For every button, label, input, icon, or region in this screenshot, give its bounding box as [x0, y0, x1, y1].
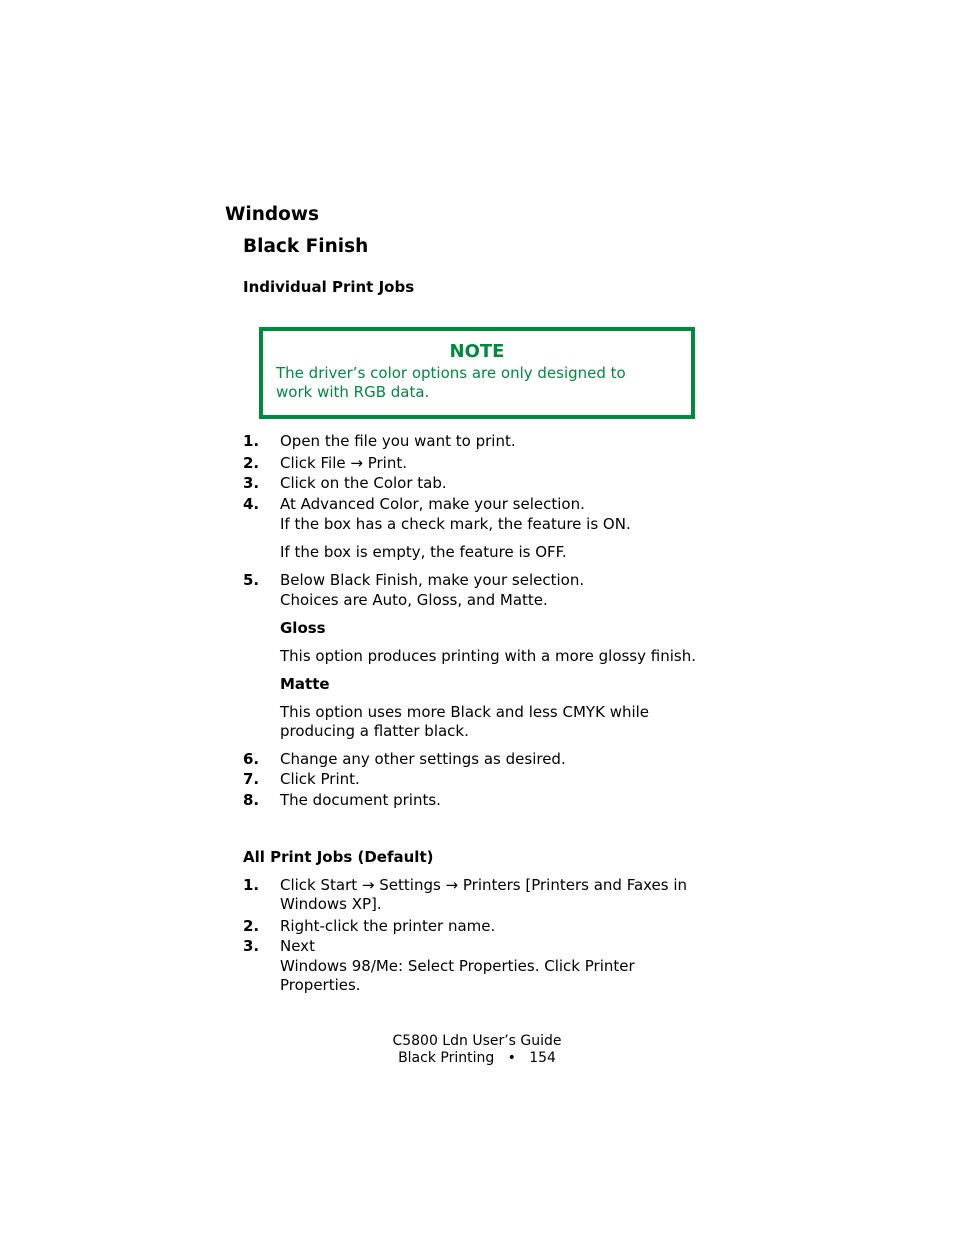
step-text-continued: Windows XP]. — [280, 895, 382, 913]
section-heading-windows: Windows — [225, 204, 319, 225]
heading-individual-print-jobs: Individual Print Jobs — [243, 278, 415, 296]
option-text-matte: producing a flatter black. — [280, 722, 469, 740]
option-text-matte: This option uses more Black and less CMYK while — [280, 703, 650, 721]
note-title: NOTE — [449, 341, 505, 362]
step-text: Click File → Print. — [280, 454, 407, 472]
option-title-matte: Matte — [280, 675, 330, 693]
step-number: 7. — [243, 770, 260, 788]
step-text-continued: Choices are Auto, Gloss, and Matte. — [280, 591, 548, 609]
step-number: 3. — [243, 474, 260, 492]
option-title-gloss: Gloss — [280, 619, 326, 637]
step-number: 1. — [243, 876, 260, 894]
footer-guide-title: C5800 Ldn User’s Guide — [392, 1033, 562, 1049]
step-text: Next — [280, 937, 315, 955]
option-text-gloss: This option produces printing with a more glossy finish. — [280, 647, 696, 665]
note-text — [276, 364, 676, 402]
step-text: Right-click the printer name. — [280, 917, 496, 935]
subsection-heading-black-finish: Black Finish — [243, 236, 369, 257]
note-line: The driver’s color options are only designed to — [276, 364, 626, 382]
step-text-continued: If the box has a check mark, the feature is ON. — [280, 515, 631, 533]
step-number: 8. — [243, 791, 260, 809]
step-text: Click on the Color tab. — [280, 474, 447, 492]
step-text: Below Black Finish, make your selection. — [280, 571, 585, 589]
step-text: Open the file you want to print. — [280, 432, 516, 450]
step-text: Click Print. — [280, 770, 360, 788]
step-number: 3. — [243, 937, 260, 955]
step-number: 1. — [243, 432, 260, 450]
step-text: At Advanced Color, make your selection. — [280, 495, 585, 513]
step-text: The document prints. — [280, 791, 441, 809]
step-text-continued: Windows 98/Me: Select Properties. Click Printer — [280, 957, 635, 975]
step-number: 4. — [243, 495, 260, 513]
note-line: work with RGB data. — [276, 383, 430, 401]
step-text: Change any other settings as desired. — [280, 750, 566, 768]
step-number: 6. — [243, 750, 260, 768]
footer-page-info: Black Printing • 154 — [398, 1050, 556, 1066]
heading-all-print-jobs: All Print Jobs (Default) — [243, 848, 434, 866]
step-text-continued: If the box is empty, the feature is OFF. — [280, 543, 567, 561]
step-text-continued: Properties. — [280, 976, 361, 994]
step-number: 2. — [243, 454, 260, 472]
step-text: Click Start → Settings → Printers [Printers and Faxes in — [280, 876, 688, 894]
step-number: 5. — [243, 571, 260, 589]
step-number: 2. — [243, 917, 260, 935]
note-box — [259, 327, 695, 419]
